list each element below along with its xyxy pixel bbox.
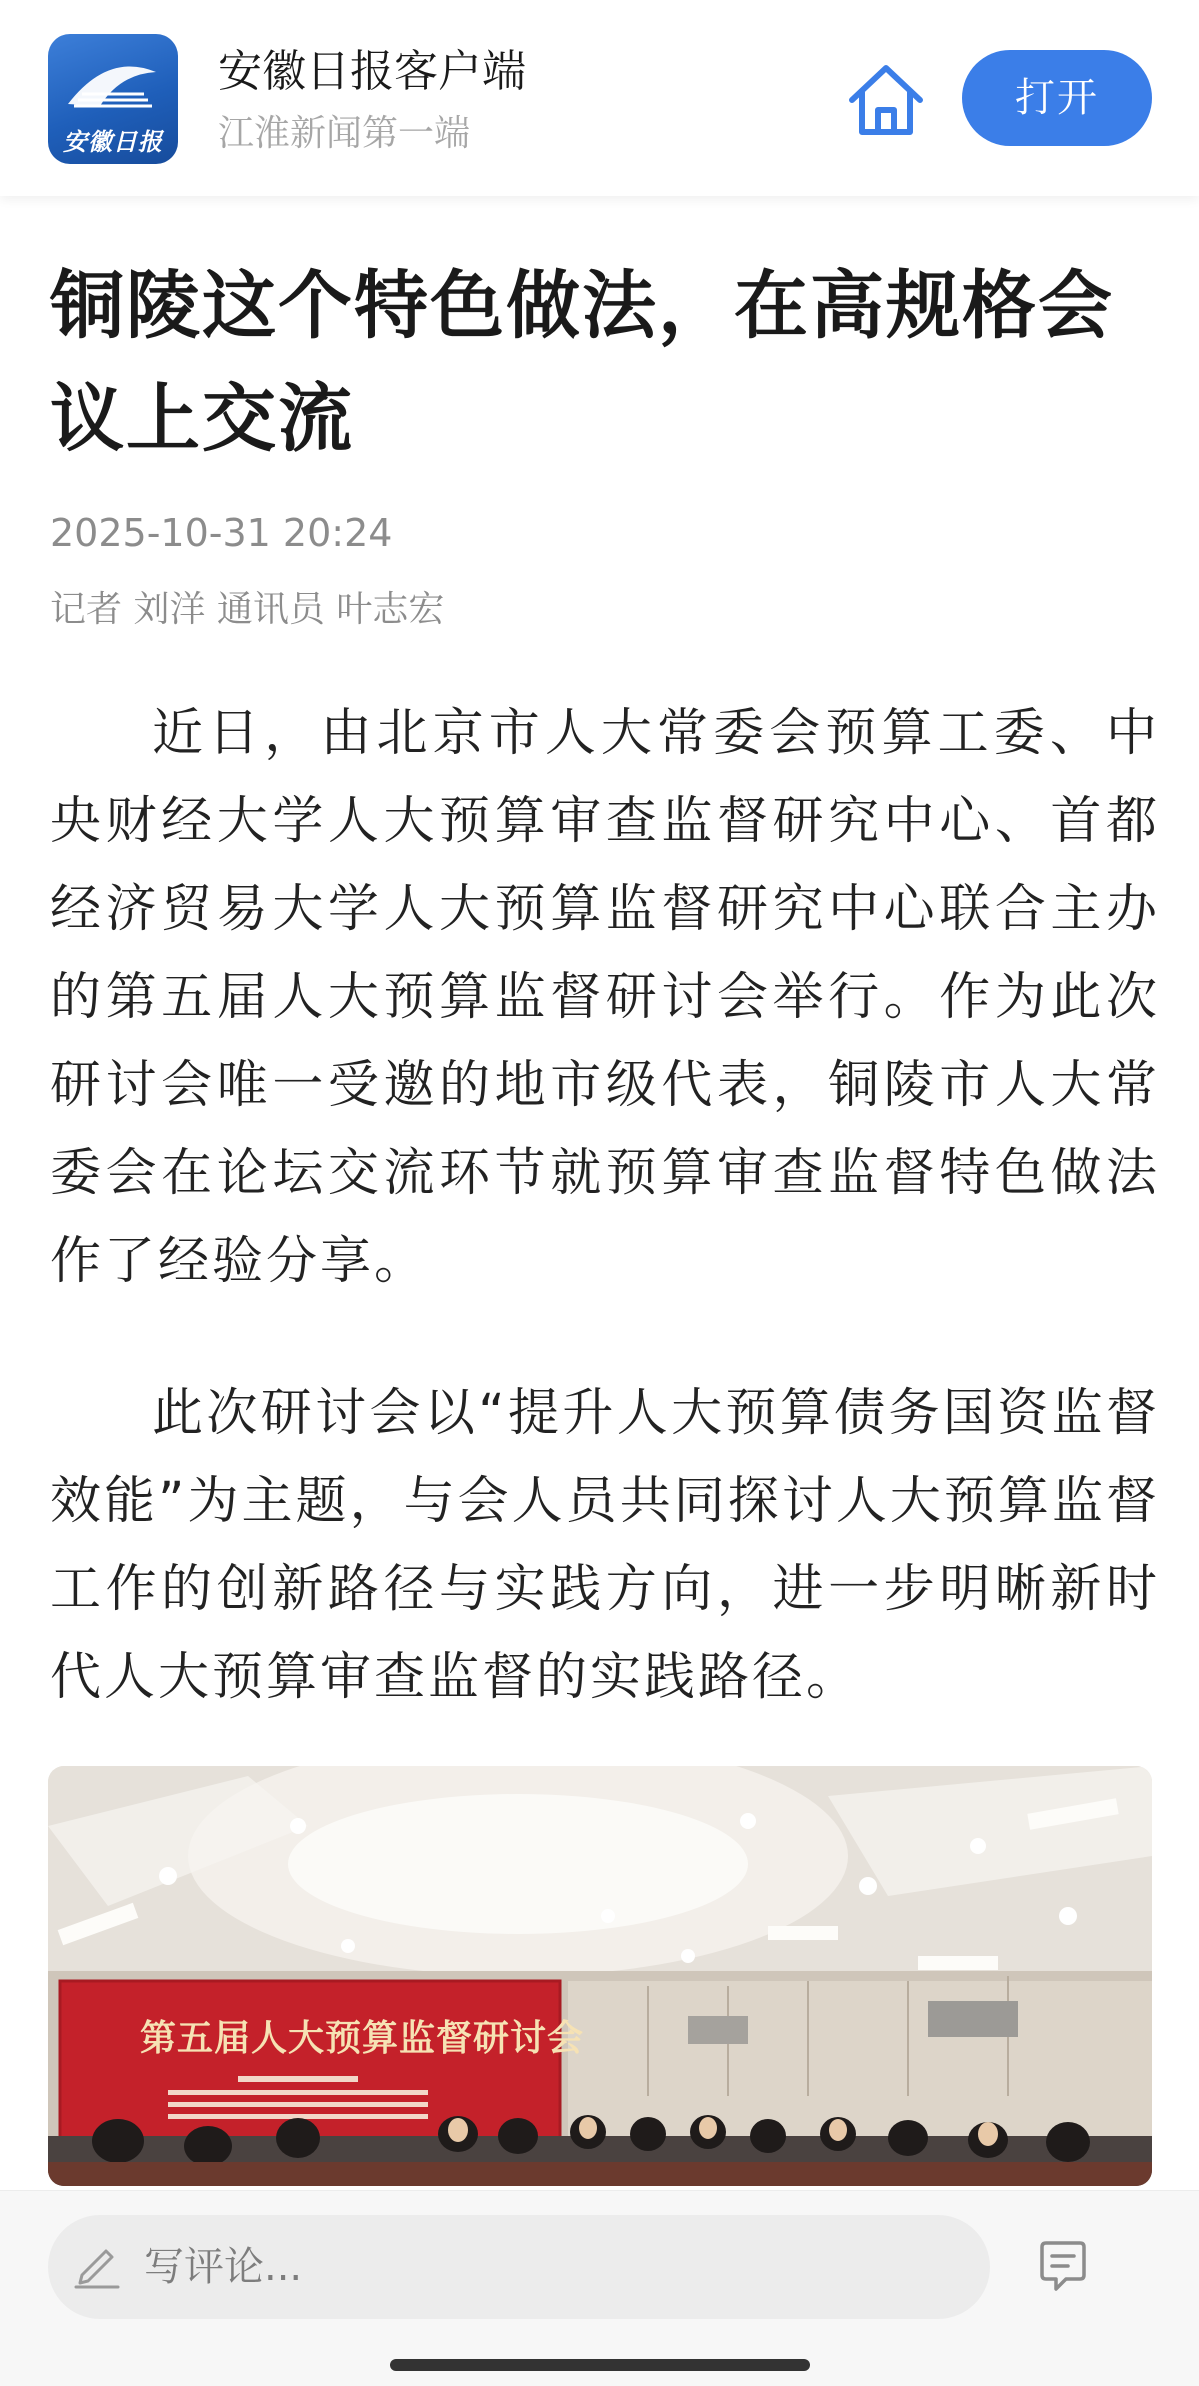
app-name: 安徽日报客户端 bbox=[218, 46, 526, 97]
article-date: 2025-10-31 20:24 bbox=[50, 511, 393, 555]
photo-banner-text: 第五届人大预算监督研讨会 bbox=[140, 2017, 585, 2059]
app-logo-text: 安徽日报 bbox=[63, 127, 163, 156]
article-title: 铜陵这个特色做法，在高规格会议上交流 bbox=[50, 263, 1114, 462]
pencil-icon bbox=[72, 2245, 122, 2291]
comment-input[interactable] bbox=[48, 2215, 990, 2319]
home-indicator[interactable] bbox=[390, 2359, 810, 2371]
article-paragraph: 近日，由北京市人大常委会预算工委、中央财经大学人大预算审查监督研究中心、首都经济贸易大学人大预算监督研究中心联合主办的第五届人大预算监督研讨会举行。作为此次研讨会唯一受邀的地市级代表，铜陵市人大常委会在论坛交流环节就预算审查监督特色做法作了经验分享。 bbox=[50, 704, 1160, 1291]
article-byline: 记者 刘洋 通讯员 叶志宏 bbox=[50, 589, 445, 630]
article-paragraph: 此次研讨会以“提升人大预算债务国资监督效能”为主题，与会人员共同探讨人大预算监督工作的创新路径与实践方向，进一步明晰新时代人大预算审查监督的实践路径。 bbox=[50, 1384, 1160, 1707]
app-slogan: 江淮新闻第一端 bbox=[218, 113, 471, 154]
comment-icon[interactable] bbox=[1036, 2239, 1090, 2293]
app-logo[interactable] bbox=[48, 34, 178, 164]
home-icon[interactable] bbox=[846, 62, 926, 138]
comment-placeholder: 写评论... bbox=[144, 2244, 303, 2290]
open-app-button[interactable]: 打开 bbox=[962, 50, 1152, 146]
bottom-comment-bar bbox=[0, 2190, 1199, 2386]
app-download-banner bbox=[0, 0, 1199, 196]
article-photo[interactable] bbox=[48, 1766, 1152, 2186]
